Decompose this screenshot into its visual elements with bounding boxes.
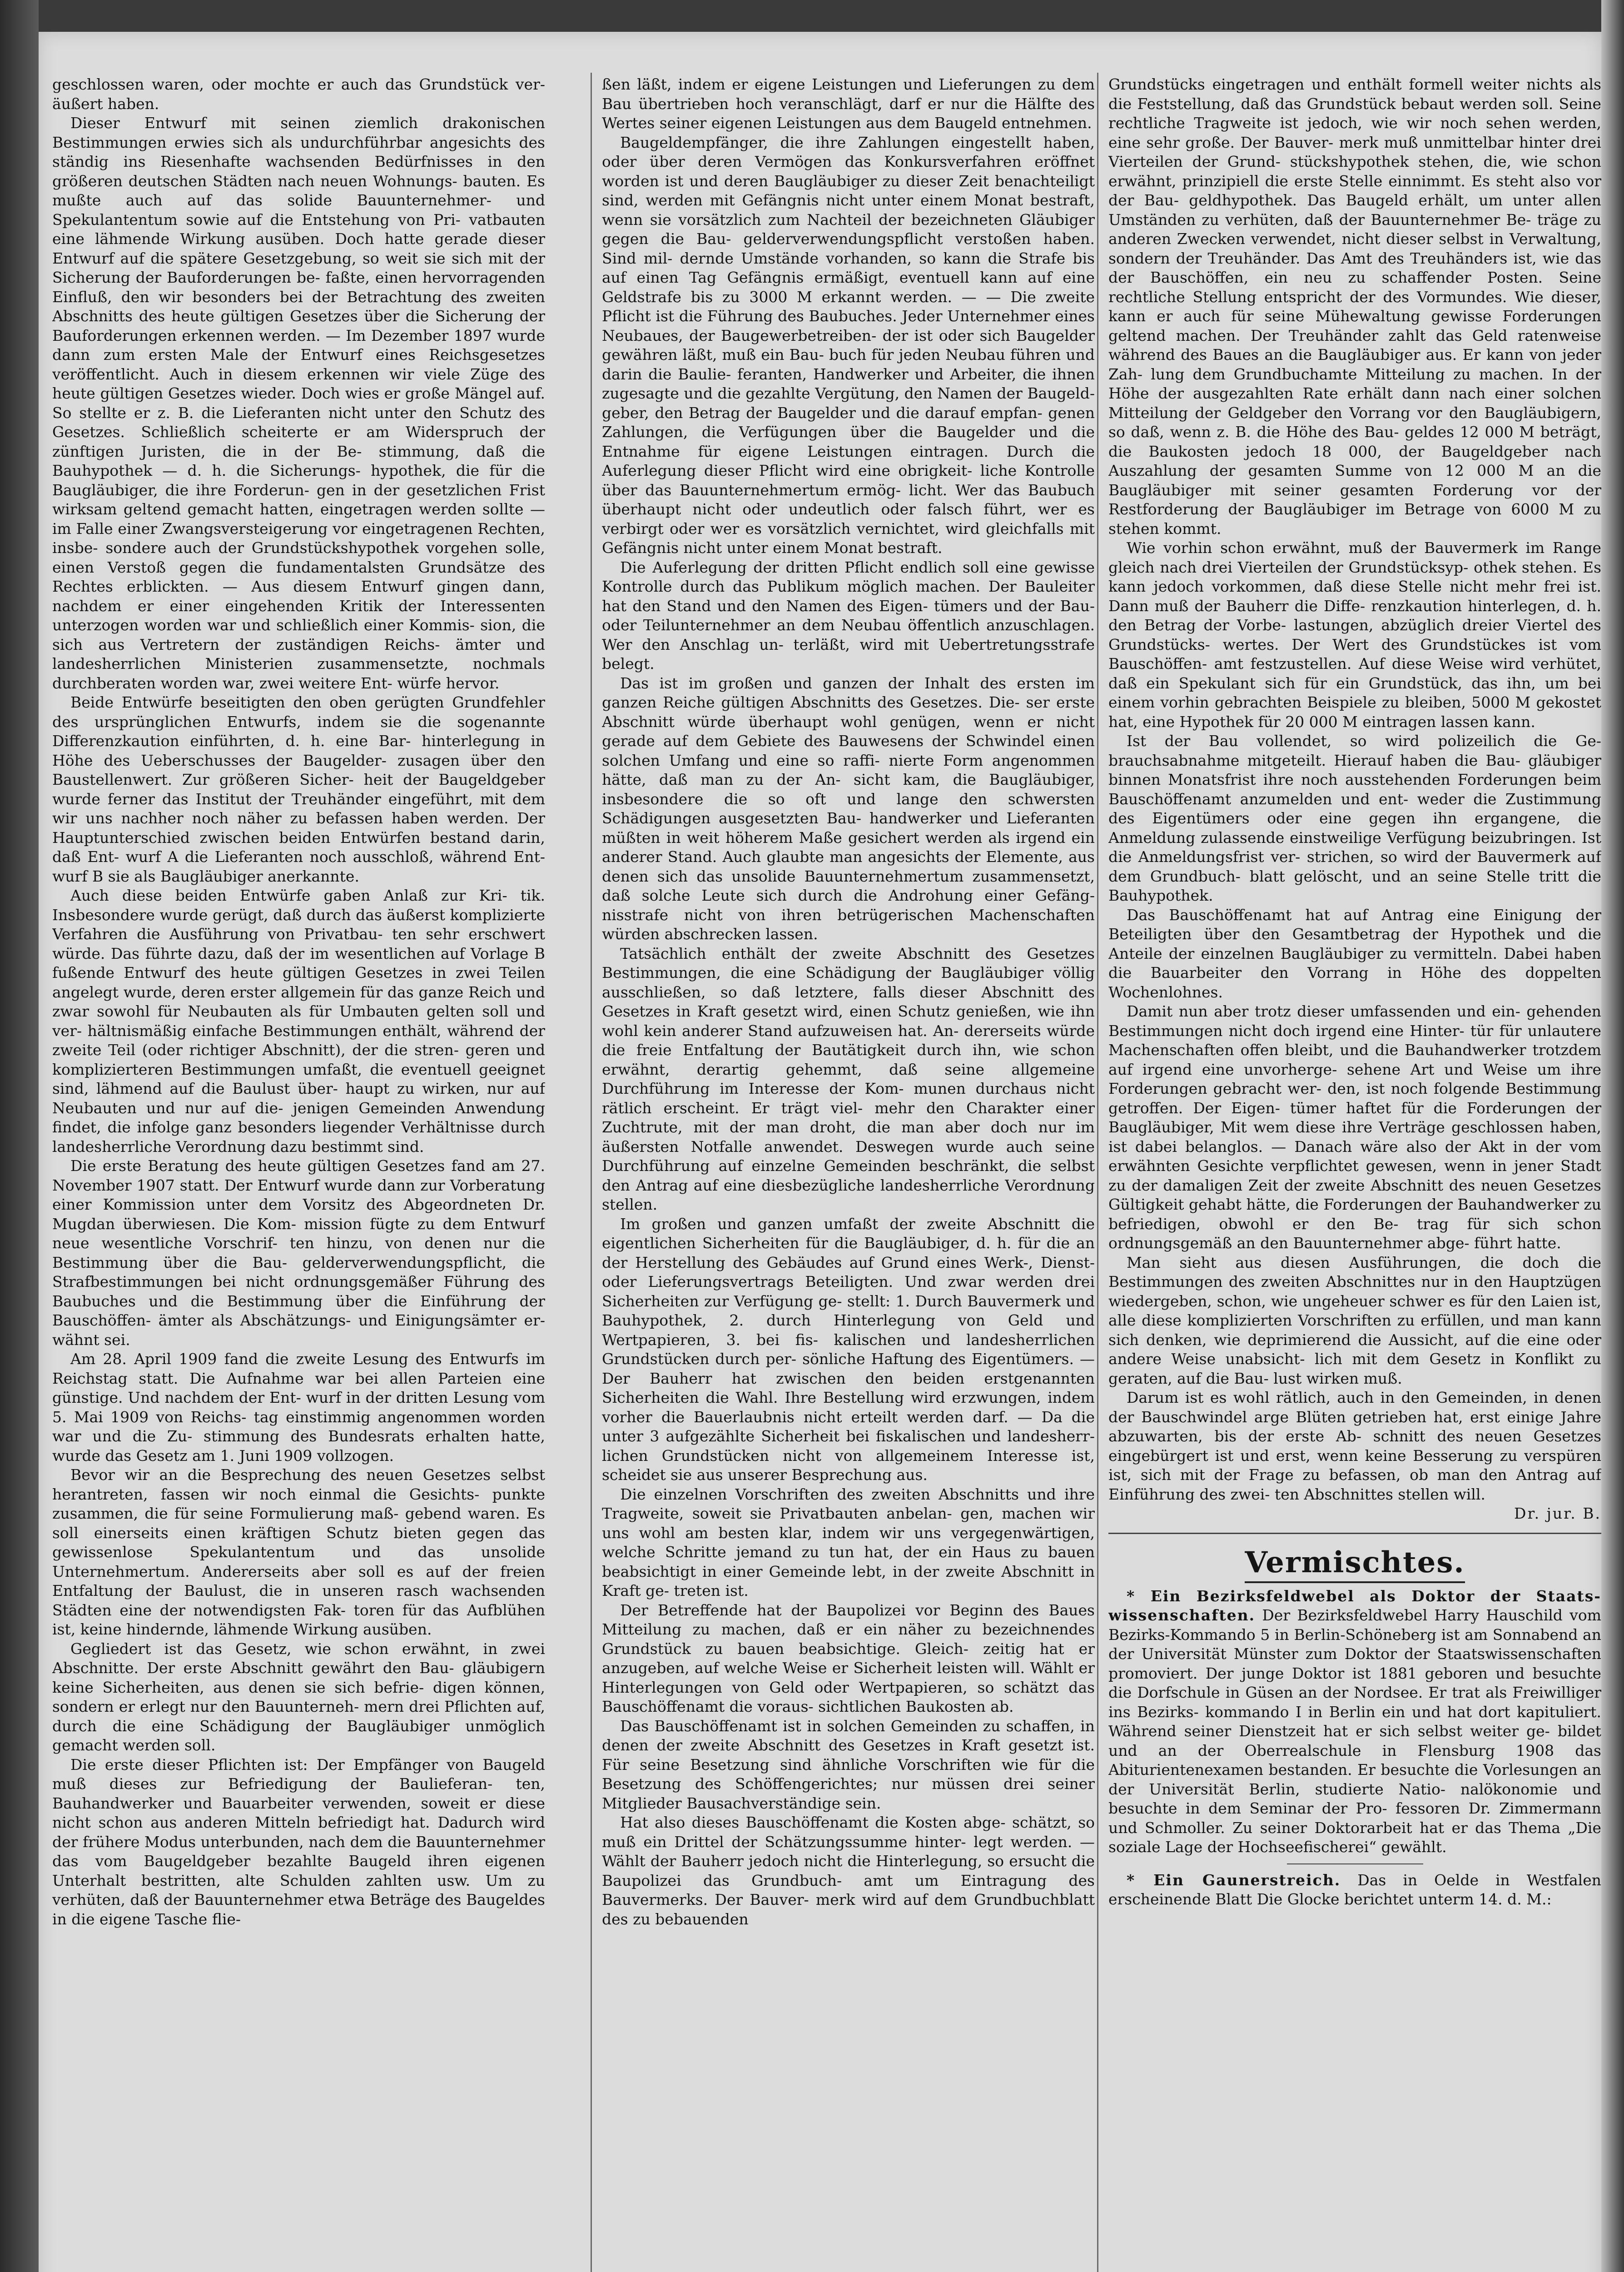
paragraph: Gegliedert ist das Gesetz, wie schon erwähnt, in zwei Abschnitte. Der erste Abschnitt gewährt den Bau- gläubigern keine Sicherheiten, aus denen sie sich befrie- digen können, sondern er erlegt nur den Bauunterneh- mern drei Pflichten auf, durch die eine Schädigung der Baugläubiger unmöglich gemacht werden soll.: [52, 1639, 545, 1754]
paragraph: Die einzelnen Vorschriften des zweiten Abschnitts und ihre Tragweite, soweit sie Privatbauten anbelan- gen, machen wir uns wohl am besten klar, indem wir uns vergegenwärtigen, welche Schritte jemand zu tun hat, der ein Haus zu bauen beabsichtigt in einer Gemeinde lebt, in der zweite Abschnitt in Kraft ge- treten ist.: [602, 1485, 1095, 1599]
paragraph: Grundstücks eingetragen und enthält formell weiter nichts als die Feststellung, daß das Grundstück bebaut werden soll. Seine rechtliche Tragweite ist jedoch, wie wir noch sehen werden, eine sehr große. Der Bauver- merk muß unmittelbar hinter drei Vierteilen der Grund- stückshypothek stehen, die, wie schon erwähnt, prinzipiell die erste Stelle einnimmt. Es steht also vor der Bau- geldhypothek. Das Baugeld erhält, um unter allen Umständen zu verhüten, daß der Bauunternehmer Be- träge zu anderen Zwecken verwendet, nicht dieser selbst in Verwaltung, sondern der Treuhänder. Das Amt des Treuhänders ist, wie das der Bauschöffen, ein neu zu schaffender Posten. Seine rechtliche Stellung entspricht der des Vormundes. Wie dieser, kann er auch für seine Mühewaltung gewisse Forderungen geltend machen. Der Treuhänder zahlt das Geld ratenweise während des Baues an die Baugläubiger aus. Er kann von jeder Zah- lung dem Grundbuchamte Mitteilung zu machen. In der Höhe der ausgezahlten Rate erhält dann nach einer solchen Mitteilung der Geldgeber den Vorrang vor den Baugläubigern, so daß, wenn z. B. die Höhe des Bau- geldes 12 000 M beträgt, die Baukosten jedoch 18 000, der Baugeldgeber nach Auszahlung der gesamten Summe von 12 000 M an die Baugläubiger mit seiner gesamten Forderung vor der Restforderung der Baugläubiger im Betrage von 6000 M zu stehen kommt.: [1108, 75, 1601, 538]
paragraph: geschlossen waren, oder mochte er auch das Grundstück ver- äußert haben.: [52, 75, 545, 113]
paragraph: Das Bauschöffenamt ist in solchen Gemeinden zu schaffen, in denen der zweite Abschnitt des Gesetzes in Kraft gesetzt ist. Für seine Besetzung sind ähnliche Vorschriften wie für die Besetzung des Schöffengerichtes; nur müssen drei seiner Mitglieder Bausachverständige sein.: [602, 1717, 1095, 1812]
paragraph: Dieser Entwurf mit seinen ziemlich drakonischen Bestimmungen erwies sich als undurchführbar angesichts des ständig ins Riesenhafte wachsenden Bedürfnisses in den größeren deutschen Städten nach neuen Wohnungs- bauten. Es mußte auch auf das solide Bauunternehmer- und Spekulantentum sowie auf die Entstehung von Pri- vatbauten eine lähmende Wirkung ausüben. Doch hatte gerade dieser Entwurf auf die spätere Gesetzgebung, so weit sie sich mit der Sicherung der Bauforderungen be- faßte, einen hervorragenden Einfluß, den wir besonders bei der Betrachtung des zweiten Abschnitts des heute gültigen Gesetzes über die Sicherung der Bauforderungen erkennen werden. — Im Dezember 1897 wurde dann zum ersten Male der Entwurf eines Reichsgesetzes veröffentlicht. Auch in diesem erkennen wir viele Züge des heute gültigen Gesetzes wieder. Doch wies er große Mängel auf. So stellte er z. B. die Lieferanten nicht unter den Schutz des Gesetzes. Schließlich scheiterte er am Widerspruch der zünftigen Juristen, die in der Be- stimmung, daß die Bauhypothek — d. h. die Sicherungs- hypothek, die für die Baugläubiger, die ihre Forderun- gen in der gesetzlichen Frist wirksam geltend gemacht hatten, eingetragen werden sollte — im Falle einer Zwangsversteigerung vor eingetragenen Rechten, insbe- sondere auch der Grundstückshypothek vorgehen solle, einen Verstoß gegen die fundamentalsten Grundsätze des Rechtes erblickten. — Aus diesem Entwurf gingen dann, nachdem er einer eingehenden Kritik der Interessenten unterzogen worden war und schließlich einer Kommis- sion, die sich aus Vertretern der zuständigen Reichs- ämter und landesherrlichen Ministerien zusammensetzte, nochmals durchberaten worden war, zwei weitere Ent- würfe hervor.: [52, 114, 545, 692]
section-heading-text: Vermischtes.: [1245, 1545, 1465, 1583]
paragraph: Darum ist es wohl rätlich, auch in den Gemeinden, in denen der Bauschwindel arge Blüten getrieben hat, erst einige Jahre abzuwarten, bis der erste Ab- schnitt des neuen Gesetzes eingebürgert ist und erst, wenn keine Besserung zu verspüren ist, sich mit der Frage zu befassen, ob man den Antrag auf Einführung des zwei- ten Abschnittes stellen will.: [1108, 1389, 1601, 1503]
paragraph: Die erste Beratung des heute gültigen Gesetzes fand am 27. November 1907 statt. Der Entwurf wurde dann zur Vorberatung einer Kommission unter dem Vorsitz des Abgeordneten Dr. Mugdan überwiesen. Die Kom- mission fügte zu dem Entwurf neue wesentliche Vorschrif- ten hinzu, von denen nur die Bestimmung über die Bau- gelderverwendungspflicht, die Strafbestimmungen bei nicht ordnungsgemäßer Führung des Baubuches und die Bestimmung über die Einführung der Bauschöffen- ämter als Abschätzungs- und Einigungsämter er- wähnt sei.: [52, 1157, 545, 1349]
scan-left-edge: [0, 0, 39, 2272]
news-item-lead: * Ein Gaunerstreich.: [1127, 1871, 1341, 1889]
paragraph: Die Auferlegung der dritten Pflicht endlich soll eine gewisse Kontrolle durch das Publikum möglich machen. Der Bauleiter hat den Stand und den Namen des Eigen- tümers und der Bau- oder Teilunternehmer an dem Neubau öffentlich anzuschlagen. Wer den Anschlag un- terläßt, wird mit Uebertretungsstrafe belegt.: [602, 558, 1095, 673]
section-divider: [1108, 1533, 1601, 1534]
paragraph: Der Betreffende hat der Baupolizei vor Beginn des Baues Mitteilung zu machen, daß er ein näher zu bezeichnendes Grundstück zu bauen beabsichtige. Gleich- zeitig hat er anzugeben, auf welche Weise er Sicherheit leisten will. Wählt er Hinterlegungen von Geld oder Wertpapieren, so schätzt das Bauschöffenamt die voraus- sichtlichen Baukosten ab.: [602, 1601, 1095, 1715]
scan-right-edge: [1601, 0, 1624, 2272]
paragraph: Beide Entwürfe beseitigten den oben gerügten Grundfehler des ursprünglichen Entwurfs, indem sie die sogenannte Differenzkaution einführten, d. h. eine Bar- hinterlegung in Höhe des Ueberschusses der Baugelder- zusagen über den Baustellenwert. Zur größeren Sicher- heit der Baugeldgeber wurde ferner das Institut der Treuhänder eingeführt, mit dem wir uns nachher noch näher zu befassen haben werden. Der Hauptunterschied zwischen beiden Entwürfen bestand darin, daß Ent- wurf A die Lieferanten noch ausschloß, während Ent- wurf B sie als Baugläubiger anerkannte.: [52, 693, 545, 885]
paragraph: Wie vorhin schon erwähnt, muß der Bauvermerk im Range gleich nach drei Vierteilen der Grundstücksyp- othek stehen. Es kann jedoch vorkommen, daß diese Stelle nicht mehr frei ist. Dann muß der Bauherr die Diffe- renzkaution hinterlegen, d. h. den Betrag der Vorbe- lastungen, abzüglich dreier Viertel des Grundstücks- wertes. Der Wert des Grundstückes ist vom Bauschöffen- amt festzustellen. Auf diese Weise wird verhütet, daß ein Spekulant sich für ein Grundstück, das ihn, um bei einem vorhin gebrachten Beispiele zu bleiben, 5000 M gekostet hat, eine Hypothek für 20 000 M eintragen lassen kann.: [1108, 539, 1601, 731]
item-divider: [1287, 1863, 1423, 1864]
news-item: [1108, 1587, 1601, 1857]
column-rule-2: [1097, 73, 1098, 2272]
news-item-text: Der Bezirksfeldwebel Harry Hauschild vom Bezirks-Kommando 5 in Berlin-Schöneberg ist am Sonnabend an der Universität Münster zum Doktor der Staatswissenschaften promoviert. Der junge Doktor ist 1881 geboren und besuchte die Dorfschule in Güsen an der Nordsee. Er trat als Freiwilliger ins Bezirks- kommando I in Berlin ein und hat dort kapituliert. Während seiner Dienstzeit hat er sich selbst weiter ge- bildet und an der Oberrealschule in Flensburg 1908 das Abiturientenexamen bestanden. Er besuchte die Vorlesungen an der Universität Berlin, studierte Natio- nalökonomie und besuchte in dem Seminar der Pro- fessoren Dr. Zimmermann und Schmoller. Zu seiner Doktorarbeit hat er das Thema „Die soziale Lage der Hochseefischerei“ gewählt.: [1108, 1606, 1601, 1856]
paragraph: Tatsächlich enthält der zweite Abschnitt des Gesetzes Bestimmungen, die eine Schädigung der Baugläubiger völlig ausschließen, so daß letztere, falls dieser Abschnitt des Gesetzes in Kraft gesetzt wird, einen Schutz genießen, wie ihn wohl kein anderer Stand aufzuweisen hat. An- dererseits würde die freie Entfaltung der Bautätigkeit durch ihn, wie schon erwähnt, derartig gehemmt, daß seine allgemeine Durchführung im Interesse der Kom- munen durchaus nicht rätlich erscheint. Er trägt viel- mehr den Charakter einer Zuchtrute, mit der man droht, die man aber doch nur im äußersten Notfalle anwendet. Deswegen wurde auch seine Durchführung auf einzelne Gemeinden beschränkt, die selbst den Antrag auf eine diesbezügliche landesherrliche Verordnung stellen.: [602, 944, 1095, 1213]
section-heading: [1108, 1542, 1601, 1583]
column-2: [602, 75, 1095, 2272]
paragraph: Das Bauschöffenamt hat auf Antrag eine Einigung der Beteiligten über den Gesamtbetrag der Hypothek und die Anteile der einzelnen Baugläubiger zu vermitteln. Dabei haben die Bauarbeiter den Vorrang in Höhe des doppelten Wochenlohnes.: [1108, 906, 1601, 1001]
news-item-lead: * Ein Bezirksfeldwebel als Doktor der Staats- wissenschaften.: [1108, 1587, 1601, 1624]
paragraph: Ist der Bau vollendet, so wird polizeilich die Ge- brauchsabnahme mitgeteilt. Hierauf haben die Bau- gläubiger binnen Monatsfrist ihre noch ausstehenden Forderungen beim Bauschöffenamt anzumelden und ent- weder die Zustimmung des Eigentümers oder eine gegen ihn ergangene, die Anmeldung zulassende einstweilige Verfügung beizubringen. Ist die Anmeldungsfrist ver- strichen, so wird der Bauvermerk auf dem Grundbuch- blatt gelöscht, und an seine Stelle tritt die Bauhypothek.: [1108, 732, 1601, 904]
column-rule-1: [591, 73, 592, 2272]
news-item: [1108, 1871, 1601, 1909]
paragraph: Baugeldempfänger, die ihre Zahlungen eingestellt haben, oder über deren Vermögen das Konkursverfahren eröffnet worden ist und deren Baugläubiger zu dieser Zeit benachteiligt sind, werden mit Gefängnis nicht unter einem Monat bestraft, wenn sie vorsätzlich zum Nachteil der bezeichneten Gläubiger gegen die Bau- gelderverwendungspflicht verstoßen haben. Sind mil- dernde Umstände vorhanden, so kann die Strafe bis auf einen Tag Gefängnis ermäßigt, eventuell kann auf eine Geldstrafe bis zu 3000 M erkannt werden. — — Die zweite Pflicht ist die Führung des Baubuches. Jeder Unternehmer eines Neubaues, der Baugewerbetreiben- der ist oder sich Baugelder gewähren läßt, muß ein Bau- buch für jeden Neubau führen und darin die Baulie- feranten, Handwerker und Arbeiter, die ihnen zugesagte und die gezahlte Vergütung, den Namen der Baugeld- geber, den Betrag der Baugelder und die darauf empfan- genen Zahlungen, die Verfügungen über die Baugelder und die Entnahme für eigene Leistungen eintragen. Durch die Auferlegung dieser Pflicht wird eine obrigkeit- liche Kontrolle über das Bauunternehmertum ermög- licht. Wer das Baubuch überhaupt nicht oder undeutlich oder falsch führt, wer es verbirgt oder wer es vorsätzlich vernichtet, wird gleichfalls mit Gefängnis nicht unter einem Monat bestraft.: [602, 133, 1095, 557]
paragraph: Die erste dieser Pflichten ist: Der Empfänger von Baugeld muß dieses zur Befriedigung der Baulieferan- ten, Bauhandwerker und Bauarbeiter verwenden, soweit er diese nicht schon aus anderen Mitteln befriedigt hat. Dadurch wird der frühere Modus unterbunden, nach dem die Bauunternehmer das vom Baugeldgeber bezahlte Baugeld ihren eigenen Unterhalt bestritten, alte Schulden zahlten usw. Um zu verhüten, daß der Bauunternehmer etwa Beträge des Baugeldes in die eigene Tasche flie-: [52, 1755, 545, 1928]
paragraph: Damit nun aber trotz dieser umfassenden und ein- gehenden Bestimmungen nicht doch irgend eine Hinter- tür für unlautere Machenschaften offen bleibt, und die Bauhandwerker trotzdem auf irgend eine unvorherge- sehene Art und Weise um ihre Forderungen gebracht wer- den, ist noch folgende Bestimmung getroffen. Der Eigen- tümer haftet für die Forderungen der Baugläubiger, Mit wem diese ihre Verträge geschlossen haben, ist dabei belanglos. — Danach wäre also der Akt in der vom erwähnten Gesichte verpflichtet gewesen, wenn in jener Stadt zu der damaligen Zeit der zweite Abschnitt des neuen Gesetzes Gültigkeit gehabt hätte, die Forderungen der Bauhandwerker zu befriedigen, obwohl er den Be- trag für sich schon ordnungsgemäß an den Bauunternehmer abge- führt hatte.: [1108, 1002, 1601, 1252]
paragraph: Man sieht aus diesen Ausführungen, die doch die Bestimmungen des zweiten Abschnittes nur in den Hauptzügen wiedergeben, schon, wie ungeheuer schwer es für den Laien ist, alle diese komplizierten Vorschriften zu erfüllen, und man kann sich denken, wie deprimierend die Aussicht, auf die eine oder andere Weise unabsicht- lich mit dem Gesetz in Konflikt zu geraten, auf die Bau- lust wirken muß.: [1108, 1253, 1601, 1387]
paragraph: Hat also dieses Bauschöffenamt die Kosten abge- schätzt, so muß ein Drittel der Schätzungssumme hinter- legt werden. — Wählt der Bauherr jedoch nicht die Hinterlegung, so ersucht die Baupolizei das Grundbuch- amt um Eintragung des Bauvermerks. Der Bauver- merk wird auf dem Grundbuchblatt des zu bebauenden: [602, 1814, 1095, 1928]
paragraph: Bevor wir an die Besprechung des neuen Gesetzes selbst herantreten, fassen wir noch einmal die Gesichts- punkte zusammen, die für seine Formulierung maß- gebend waren. Es soll einerseits einen kräftigen Schutz bieten gegen das gewissenlose Spekulantentum und das unsolide Unternehmertum. Andererseits aber soll es auf der freien Entfaltung der Baulust, die in unseren rasch wachsenden Städten eine der notwendigsten Fak- toren für das Aufblühen ist, keine hindernde, lähmende Wirkung ausüben.: [52, 1466, 545, 1638]
article-signature: Dr. jur. B.: [1514, 1505, 1601, 1522]
paragraph: Das ist im großen und ganzen der Inhalt des ersten im ganzen Reiche gültigen Abschnitts des Gesetzes. Die- ser erste Abschnitt würde überhaupt wohl genügen, wenn er nicht gerade auf dem Gebiete des Bauwesens der Schwindel einen solchen Umfang und eine so raffi- nierte Form angenommen hätte, daß man zu der An- sicht kam, die Baugläubiger, insbesondere die so oft und lange den schwersten Schädigungen ausgesetzten Bau- handwerker und Lieferanten müßten in weit höherem Maße gesichert werden als irgend ein anderer Stand. Auch glaubte man angesichts der Elemente, aus denen sich das unsolide Bauunternehmertum zusammensetzt, daß solche Leute sich durch die Androhung einer Gefäng- nisstrafe nicht von ihren betrügerischen Machenschaften würden abschrecken lassen.: [602, 674, 1095, 943]
paragraph: Auch diese beiden Entwürfe gaben Anlaß zur Kri- tik. Insbesondere wurde gerügt, daß durch das äußerst komplizierte Verfahren die Ausführung von Privatbau- ten sehr erschwert würde. Das führte dazu, daß der im wesentlichen auf Vorlage B fußende Entwurf des heute gültigen Gesetzes in zwei Teilen angelegt wurde, deren erster allgemein für das ganze Reich und zwar sowohl für Neubauten als für Umbauten gelten soll und ver- hältnismäßig einfache Bestimmungen enthält, während der zweite Teil (oder richtiger Abschnitt), der die stren- geren und komplizierteren Bestimmungen umfaßt, die eventuell geeignet sind, lähmend auf die Baulust über- haupt zu wirken, nur auf Neubauten und nur auf die- jenigen Gemeinden Anwendung findet, die infolge ganz besonders liegender Verhältnisse durch landesherrliche Verordnung dazu bestimmt sind.: [52, 887, 545, 1156]
news-item-text: Das in Oelde in Westfalen erscheinende Blatt Die Glocke berichtet unterm 14. d. M.:: [1108, 1871, 1601, 1908]
paragraph: Im großen und ganzen umfaßt der zweite Abschnitt die eigentlichen Sicherheiten für die Baugläubiger, d. h. für die an der Herstellung des Gebäudes auf Grund eines Werk-, Dienst- oder Lieferungsvertrags Beteiligten. Und zwar werden drei Sicherheiten zur Verfügung ge- stellt: 1. Durch Bauvermerk und Bauhypothek, 2. durch Hinterlegung von Geld und Wertpapieren, 3. bei fis- kalischen und landesherrlichen Grundstücken durch per- sönliche Haftung des Eigentümers. — Der Bauherr hat zwischen den beiden erstgenannten Sicherheiten die Wahl. Ihre Bestellung wird erzwungen, indem vorher die Bauerlaubnis nicht erteilt werden darf. — Da die unter 3 aufgezählte Sicherheit bei fiskalischen und landesherr- lichen Grundstücken nicht von allgemeinem Interesse ist, scheidet sie aus unserer Besprechung aus.: [602, 1215, 1095, 1484]
paragraph: ßen läßt, indem er eigene Leistungen und Lieferungen zu dem Bau übertrieben hoch veranschlägt, darf er nur die Hälfte des Wertes seiner eigenen Leistungen aus dem Baugeld entnehmen.: [602, 75, 1095, 132]
column-1: [52, 75, 545, 2272]
paragraph: Am 28. April 1909 fand die zweite Lesung des Entwurfs im Reichstag statt. Die Aufnahme war bei allen Parteien eine günstige. Und nachdem der Ent- wurf in der dritten Lesung vom 5. Mai 1909 von Reichs- tag einstimmig angenommen worden war und die Zu- stimmung des Bundesrats erhalten hatte, wurde das Gesetz am 1. Juni 1909 vollzogen.: [52, 1350, 545, 1465]
column-3: [1108, 75, 1601, 2272]
